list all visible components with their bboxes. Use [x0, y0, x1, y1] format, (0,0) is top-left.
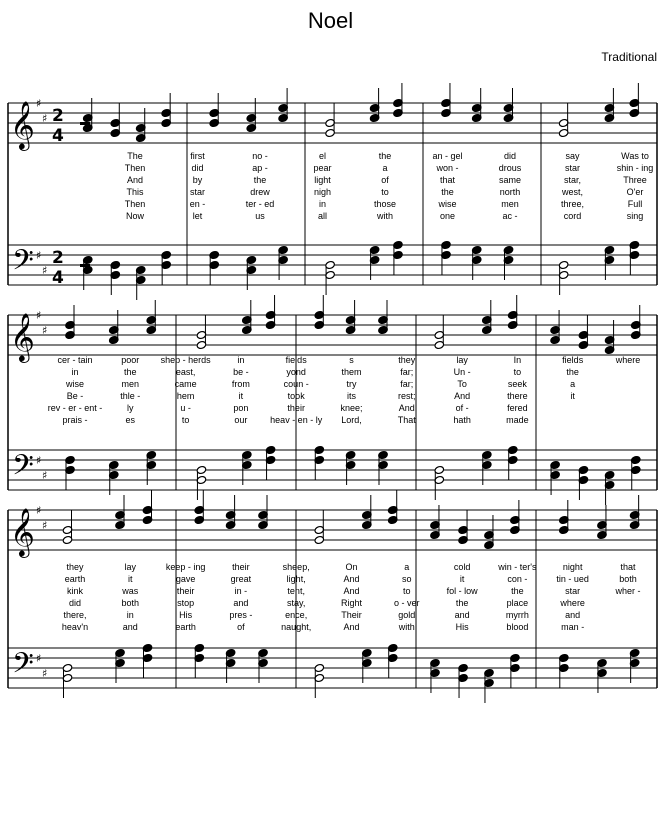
bass-clef-icon: 𝄢 [12, 244, 34, 284]
lyric-syllable: in [126, 610, 134, 620]
lyric-syllable: our [234, 415, 248, 425]
time-signature-bottom: 4 [52, 126, 64, 146]
lyric-syllable: they [398, 355, 416, 365]
lyric-syllable: it [238, 391, 244, 401]
lyric-syllable: the [441, 187, 454, 197]
lyric-syllable: in [71, 367, 79, 377]
lyric-syllable: That [397, 415, 416, 425]
lyric-syllable: en - [189, 199, 206, 209]
lyric-syllable: say [565, 151, 580, 161]
lyric-syllable: knee; [340, 403, 363, 413]
lyric-syllable: rest; [398, 391, 416, 401]
lyric-syllable: win - ter's [498, 562, 537, 572]
lyric-syllable: yond [286, 367, 306, 377]
lyric-syllable: earth [64, 574, 86, 584]
sharp-icon: ♯ [42, 667, 48, 680]
lyric-syllable: no - [252, 151, 268, 161]
lyric-syllable: north [499, 187, 521, 197]
lyric-syllable: a [404, 562, 410, 572]
lyric-syllable: be - [233, 367, 249, 377]
lyric-syllable: el [318, 151, 327, 161]
sharp-icon: ♯ [36, 97, 42, 110]
lyric-syllable: the [566, 367, 579, 377]
lyric-syllable: Three [623, 175, 647, 185]
lyric-syllable: it [570, 391, 575, 401]
lyric-syllable: they [66, 562, 84, 572]
lyric-syllable: gold [398, 610, 416, 620]
lyric-syllable: pear [313, 163, 332, 173]
treble-clef-icon: 𝄞 [10, 507, 35, 556]
lyric-syllable: ence, [285, 610, 308, 620]
lyric-syllable: from [231, 379, 250, 389]
lyric-syllable: cord [563, 211, 582, 221]
lyric-syllable: pon [233, 403, 249, 413]
lyric-syllable: that [439, 175, 456, 185]
treble-clef-icon: 𝄞 [10, 100, 35, 149]
lyric-syllable: to [181, 415, 190, 425]
lyric-syllable: o - ver [394, 598, 420, 608]
lyric-syllable: tent, [287, 586, 305, 596]
lyric-syllable: es [125, 415, 136, 425]
lyric-syllable: shin - ing [616, 163, 654, 173]
lyric-syllable: Un - [453, 367, 471, 377]
lyric-syllable: it [128, 574, 133, 584]
lyric-syllable: fered [507, 403, 528, 413]
lyric-syllable: made [506, 415, 529, 425]
lyric-syllable: heav'n [61, 622, 89, 632]
time-signature-top: 2 [52, 248, 64, 268]
lyric-syllable: u - [180, 403, 191, 413]
lyric-syllable: lay [124, 562, 137, 572]
lyric-syllable: And [126, 175, 144, 185]
lyric-syllable: men [501, 199, 519, 209]
lyric-syllable: gave [175, 574, 196, 584]
lyric-syllable: star [189, 187, 206, 197]
lyric-syllable: And [343, 574, 360, 584]
lyric-syllable: pres - [229, 610, 253, 620]
bass-clef-icon: 𝄢 [12, 647, 34, 687]
lyric-syllable: light [314, 175, 331, 185]
lyric-syllable: star [565, 586, 581, 596]
lyric-syllable: in [237, 355, 245, 365]
lyric-syllable: the [124, 367, 137, 377]
lyric-syllable: men [121, 379, 140, 389]
lyric-syllable: His [455, 622, 469, 632]
lyric-syllable: an - gel [432, 151, 463, 161]
lyric-syllable: light, [286, 574, 306, 584]
lyric-syllable: wise [65, 379, 85, 389]
lyric-syllable: did [503, 151, 517, 161]
sharp-icon: ♯ [36, 652, 42, 665]
lyric-syllable: prais - [62, 415, 88, 425]
lyric-syllable: that [620, 562, 636, 572]
lyric-syllable: all [317, 211, 328, 221]
rest-icon [80, 122, 90, 125]
time-signature-top: 2 [52, 106, 64, 126]
lyric-syllable: s [349, 355, 354, 365]
lyric-syllable: Right [340, 598, 363, 608]
lyric-syllable: three, [560, 199, 585, 209]
lyric-syllable: On [345, 562, 358, 572]
lyric-syllable: tin - ued [556, 574, 589, 584]
lyric-syllable: both [619, 574, 637, 584]
lyric-syllable: both [121, 598, 140, 608]
lyric-syllable: Then [124, 199, 146, 209]
lyric-syllable: the [511, 586, 524, 596]
lyric-syllable: man - [561, 622, 585, 632]
lyric-syllable: there [507, 391, 528, 401]
lyric-syllable: cold [453, 562, 471, 572]
lyric-syllable: O'er [626, 187, 644, 197]
lyric-syllable: us [255, 211, 265, 221]
lyric-syllable: sheep, [282, 562, 310, 572]
lyric-syllable: And [343, 586, 360, 596]
lyric-syllable: in - [234, 586, 248, 596]
sharp-icon: ♯ [36, 249, 42, 262]
lyric-syllable: This [126, 187, 144, 197]
lyric-syllable: And [343, 622, 360, 632]
lyric-syllable: Be - [66, 391, 84, 401]
lyric-syllable: star, [563, 175, 582, 185]
lyric-syllable: came [174, 379, 197, 389]
lyric-syllable: of - [455, 403, 469, 413]
lyric-syllable: ter - ed [245, 199, 275, 209]
lyric-syllable: thle - [120, 391, 141, 401]
lyric-syllable: and [454, 610, 470, 620]
lyric-syllable: was [122, 586, 139, 596]
lyric-syllable: a [570, 379, 576, 389]
lyric-syllable: hem [176, 391, 195, 401]
lyric-syllable: Was to [621, 151, 649, 161]
sharp-icon: ♯ [42, 264, 48, 277]
lyric-syllable: to [513, 367, 522, 377]
lyric-syllable: drew [250, 187, 270, 197]
lyric-syllable: Full [627, 199, 643, 209]
lyric-syllable: and [122, 622, 138, 632]
lyric-syllable: by [192, 175, 203, 185]
lyric-syllable: myrrh [505, 610, 529, 620]
lyric-syllable: there, [63, 610, 87, 620]
sharp-icon: ♯ [36, 504, 42, 517]
lyric-syllable: fields [562, 355, 584, 365]
composer-credit: Traditional [601, 50, 657, 64]
lyric-syllable: in [318, 199, 327, 209]
lyric-syllable: them [341, 367, 362, 377]
lyric-syllable: it [459, 574, 465, 584]
lyric-syllable: cer - tain [57, 355, 93, 365]
lyric-syllable: seek [507, 379, 527, 389]
lyric-syllable: the [253, 175, 267, 185]
lyric-syllable: ap - [252, 163, 268, 173]
lyric-syllable: great [230, 574, 252, 584]
lyric-syllable: with [398, 622, 415, 632]
lyric-syllable: kink [66, 586, 84, 596]
lyric-syllable: far; [400, 367, 414, 377]
lyric-syllable: ly [127, 403, 134, 413]
lyric-syllable: earth [175, 622, 196, 632]
lyric-syllable: nigh [313, 187, 332, 197]
lyric-syllable: And [454, 391, 471, 401]
lyric-syllable: Then [124, 163, 146, 173]
lyric-syllable: and [233, 598, 249, 608]
sharp-icon: ♯ [42, 112, 48, 125]
lyric-syllable: took [287, 391, 305, 401]
time-signature-bottom: 4 [52, 268, 64, 288]
lyric-syllable: a [382, 163, 388, 173]
lyric-syllable: To [457, 379, 467, 389]
lyric-syllable: far; [400, 379, 414, 389]
lyric-syllable: first [190, 151, 205, 161]
treble-clef-icon: 𝄞 [10, 312, 35, 361]
lyric-syllable: In [513, 355, 522, 365]
sharp-icon: ♯ [36, 309, 42, 322]
lyric-syllable: fields [285, 355, 307, 365]
sharp-icon: ♯ [36, 454, 42, 467]
lyric-syllable: drous [498, 163, 522, 173]
lyric-syllable: star [564, 163, 581, 173]
lyric-syllable: coun - [283, 379, 309, 389]
lyric-syllable: Now [125, 211, 145, 221]
lyric-syllable: their [232, 562, 250, 572]
lyric-syllable: The [127, 151, 143, 161]
lyric-syllable: their [176, 586, 195, 596]
lyric-syllable: of [237, 622, 245, 632]
lyric-syllable: those [373, 199, 397, 209]
lyric-syllable: the [378, 151, 392, 161]
lyric-syllable: hath [453, 415, 471, 425]
lyric-syllable: His [179, 610, 193, 620]
lyric-syllable: where [560, 598, 585, 608]
lyric-syllable: did [191, 163, 204, 173]
lyric-syllable: Their [341, 610, 362, 620]
sharp-icon: ♯ [42, 519, 48, 532]
lyric-syllable: And [398, 403, 415, 413]
lyric-syllable: won - [436, 163, 459, 173]
lyric-syllable: wise [438, 199, 457, 209]
lyric-syllable: stay, [287, 598, 306, 608]
lyric-syllable: place [506, 598, 529, 608]
lyric-syllable: let [192, 211, 203, 221]
lyric-syllable: wher - [615, 586, 641, 596]
lyric-syllable: its [347, 391, 356, 401]
lyric-syllable: rev - er - ent - [47, 403, 103, 413]
lyric-syllable: con - [507, 574, 528, 584]
lyric-syllable: of [381, 175, 389, 185]
lyric-syllable: fol - low [446, 586, 478, 596]
lyric-syllable: stop [177, 598, 195, 608]
lyric-syllable: poor [121, 355, 140, 365]
lyric-syllable: night [562, 562, 583, 572]
lyric-syllable: west, [561, 187, 584, 197]
lyric-syllable: keep - ing [165, 562, 206, 572]
lyric-syllable: did [68, 598, 82, 608]
lyric-syllable: same [498, 175, 522, 185]
lyric-syllable: naught, [281, 622, 312, 632]
lyric-syllable: try [346, 379, 357, 389]
sharp-icon: ♯ [42, 324, 48, 337]
lyric-syllable: so [402, 574, 412, 584]
lyric-syllable: with [376, 211, 394, 221]
lyric-syllable: sing [626, 211, 644, 221]
lyric-syllable: blood [506, 622, 529, 632]
lyric-syllable: one [439, 211, 456, 221]
lyric-syllable: their [287, 403, 305, 413]
sharp-icon: ♯ [42, 469, 48, 482]
lyric-syllable: ac - [502, 211, 518, 221]
lyric-syllable: Lord, [341, 415, 362, 425]
lyric-syllable: east, [175, 367, 196, 377]
lyric-syllable: to [381, 187, 389, 197]
lyric-syllable: to [403, 586, 411, 596]
rest-icon [80, 264, 90, 267]
lyric-syllable: and [565, 610, 581, 620]
lyric-syllable: shep - herds [160, 355, 211, 365]
lyric-syllable: heav - en - ly [270, 415, 323, 425]
lyric-syllable: where [615, 355, 641, 365]
bass-clef-icon: 𝄢 [12, 449, 34, 489]
page-title: Noel [307, 8, 354, 33]
lyric-syllable: the [455, 598, 469, 608]
lyric-syllable: lay [456, 355, 468, 365]
